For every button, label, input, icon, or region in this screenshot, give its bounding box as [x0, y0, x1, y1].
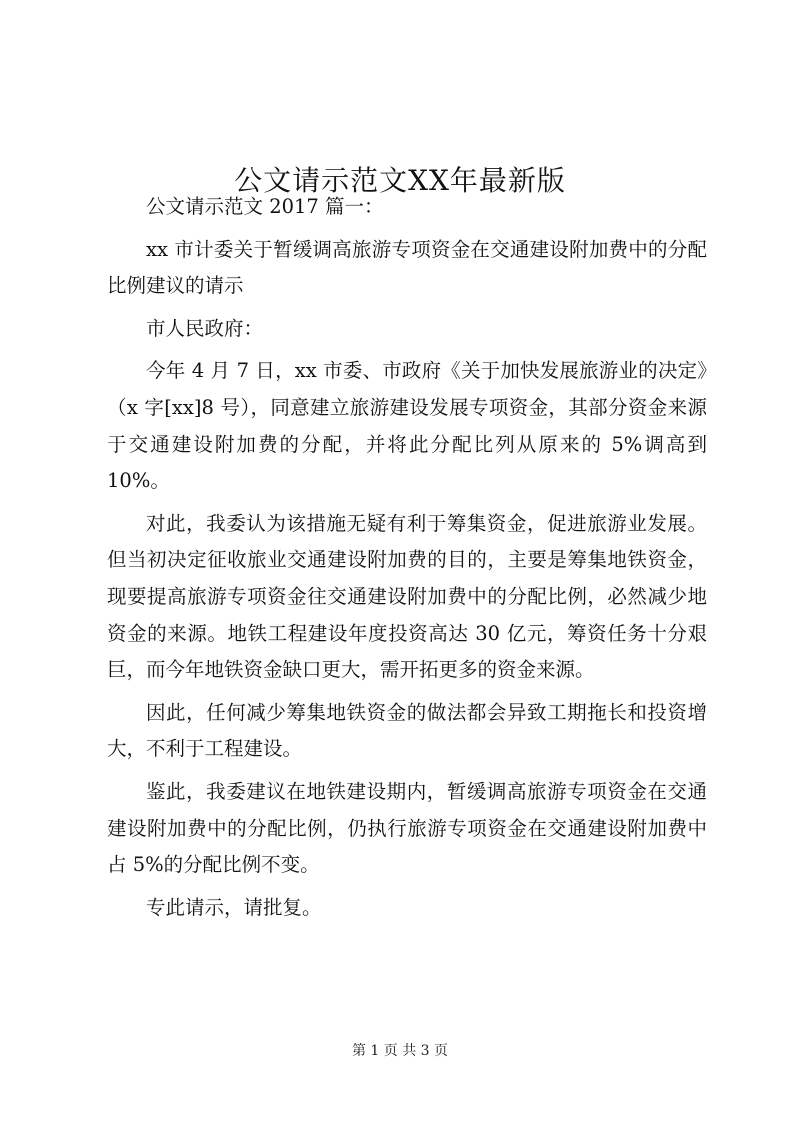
paragraph-proposal: 鉴此，我委建议在地铁建设期内，暂缓调高旅游专项资金在交通建设附加费中的分配比例，仍执行旅游专项资金在交通建设附加费中占 5%的分配比例不变。 [107, 779, 707, 877]
document-body [107, 189, 707, 932]
paragraph-addressee: 市人民政府： [146, 316, 264, 340]
paragraph-analysis: 对此，我委认为该措施无疑有利于筹集资金，促进旅游业发展。但当初决定征收旅业交通建设附加费的目的，主要是筹集地铁资金，现要提高旅游专项资金往交通建设附加费中的分配比例，必然减少地资金的来源。地铁工程建设年度投资高达 30 亿元，筹资任务十分艰巨，而今年地铁资金缺口更大，需开拓更多的资金来源。 [107, 511, 707, 682]
paragraph-heading: 公文请示范文 2017 篇一： [146, 195, 384, 218]
document-title: 公文请示范文XX年最新版 [234, 163, 566, 197]
paragraph-subject: xx 市计委关于暂缓调高旅游专项资金在交通建设附加费中的分配比例建议的请示 [107, 237, 707, 298]
page-footer: 第 1 页 共 3 页 [351, 1043, 449, 1059]
paragraph-closing: 专此请示，请批复。 [146, 895, 322, 919]
paragraph-background: 今年 4 月 7 日，xx 市委、市政府《关于加快发展旅游业的决定》（x 字[xx]8 号），同意建立旅游建设发展专项资金，其部分资金来源于交通建设附加费的分配，并将此分配比列从原来的 5%调高到 10%。 [107, 359, 707, 493]
paragraph-consequence: 因此，任何减少筹集地铁资金的做法都会异致工期拖长和投资增大，不利于工程建设。 [107, 700, 707, 761]
